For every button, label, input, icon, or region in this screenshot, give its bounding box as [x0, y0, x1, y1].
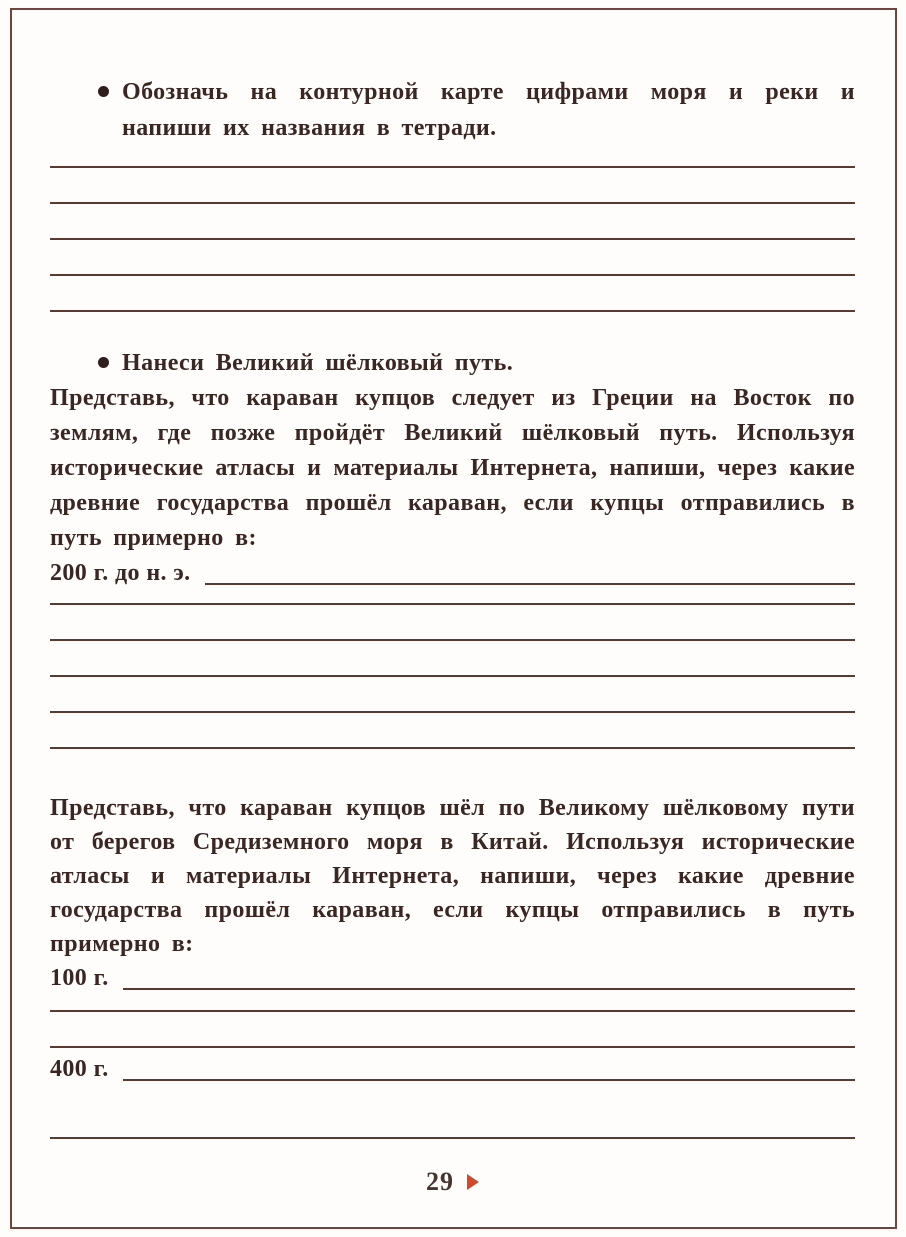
bullet-icon [98, 357, 109, 368]
task-contour-map-text: Обозначь на контурной карте цифрами моря и реки и напиши их названия в тетради. [122, 79, 855, 141]
page-number: 29 [426, 1167, 454, 1196]
ruled-line [50, 641, 855, 677]
task-contour-map [50, 74, 855, 146]
ruled-line [50, 677, 855, 713]
writing-lines-group-4 [50, 1103, 855, 1139]
answer-label-200bc: 200 г. до н. э. [50, 560, 191, 586]
ruled-line [50, 1012, 855, 1048]
ruled-line [50, 1103, 855, 1139]
ruled-line [50, 605, 855, 641]
ruled-line [50, 713, 855, 749]
page-arrow-icon [467, 1174, 479, 1190]
writing-lines-group-1 [50, 132, 855, 312]
ruled-line [50, 240, 855, 276]
bullet-icon [98, 86, 109, 97]
task-silk-road-title: Нанеси Великий шёлковый путь. [122, 350, 514, 376]
ruled-line [50, 976, 855, 1012]
answer-underline [123, 988, 855, 990]
writing-lines-group-2 [50, 569, 855, 749]
task-silk-road [50, 346, 855, 381]
page-content [50, 0, 855, 1197]
ruled-line [50, 168, 855, 204]
answer-label-100: 100 г. [50, 965, 109, 991]
task-caravan-paragraph: Представь, что караван купцов шёл по Великому шёлковому пути от берегов Средиземного моря в Китай. Используя исторические атласы и материалы Интернета, напиши, через какие древние государства прошёл караван, если купцы отправились в путь примерно в: [50, 795, 855, 957]
writing-lines-group-3 [50, 976, 855, 1048]
task-silk-road-paragraph: Представь, что караван купцов следует из Греции на Восток по землям, где позже пройдёт Великий шёлковый путь. Используя исторические атласы и материалы Интернета, напиши, через какие древние государства прошёл караван, если купцы отправились в путь примерно в: [50, 385, 855, 551]
page-footer [50, 1167, 855, 1197]
ruled-line [50, 276, 855, 312]
answer-field-400 [50, 1052, 855, 1087]
answer-label-400: 400 г. [50, 1056, 109, 1082]
ruled-line [50, 204, 855, 240]
answer-underline [123, 1079, 855, 1081]
answer-underline [205, 583, 855, 585]
